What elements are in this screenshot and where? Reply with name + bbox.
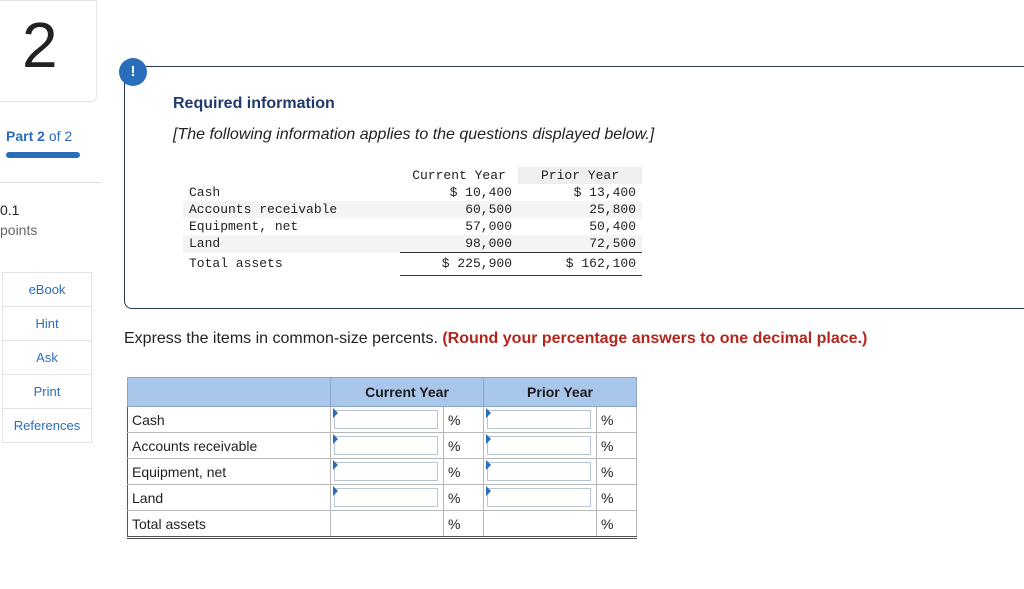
- instructions-text: Express the items in common-size percents.: [124, 330, 438, 347]
- points-value: 0.1: [0, 202, 20, 218]
- input-marker-icon: [333, 408, 338, 418]
- question-number-box: [0, 0, 97, 102]
- points-label: points: [0, 222, 38, 238]
- input-marker-icon: [486, 486, 491, 496]
- answer-total-label: Total assets: [128, 511, 331, 538]
- info-total-row: Total assets $ 225,900 $ 162,100: [183, 253, 642, 276]
- info-row: Cash $ 10,400 $ 13,400: [189, 185, 636, 200]
- part-label: Part: [6, 128, 34, 144]
- required-info-title: Required information: [173, 95, 335, 112]
- accounts-receivable-prior-input[interactable]: [487, 436, 591, 455]
- hint-button[interactable]: Hint: [2, 306, 92, 340]
- equipment-net-current-input[interactable]: [334, 462, 438, 481]
- input-marker-icon: [486, 434, 491, 444]
- sidebar-tools: [2, 272, 92, 443]
- answer-header-row: [128, 378, 637, 407]
- part-indicator: [6, 128, 72, 144]
- answer-row: Equipment, net % %: [128, 459, 637, 485]
- info-row: Equipment, net 57,000 50,400: [189, 219, 636, 234]
- cash-prior-input[interactable]: [487, 410, 591, 429]
- answer-row: Cash % %: [128, 407, 637, 433]
- accounts-receivable-current-input[interactable]: [334, 436, 438, 455]
- references-button[interactable]: References: [2, 408, 92, 443]
- input-marker-icon: [333, 434, 338, 444]
- answer-row-label: Accounts receivable: [128, 433, 331, 459]
- answer-header-current: Current Year: [331, 378, 484, 407]
- answer-row-label: Land: [128, 485, 331, 511]
- info-header-current: Current Year: [412, 168, 506, 183]
- info-row: Land 98,000 72,500: [183, 235, 642, 253]
- info-header-prior: Prior Year: [518, 167, 642, 184]
- answer-header-prior: Prior Year: [484, 378, 637, 407]
- question-number: 2: [22, 9, 58, 81]
- land-prior-input[interactable]: [487, 488, 591, 507]
- info-row: Accounts receivable 60,500 25,800: [183, 201, 642, 218]
- balance-info-table: [183, 167, 642, 276]
- input-marker-icon: [486, 460, 491, 470]
- print-button[interactable]: Print: [2, 374, 92, 408]
- part-of: of 2: [48, 128, 73, 144]
- part-progress-bar: [6, 152, 80, 158]
- equipment-net-prior-input[interactable]: [487, 462, 591, 481]
- required-info-subtitle: [The following information applies to the questions displayed below.]: [173, 126, 655, 143]
- part-number: 2: [37, 128, 45, 144]
- rail-divider: [0, 182, 102, 183]
- answer-table: [127, 377, 637, 539]
- ebook-button[interactable]: eBook: [2, 272, 92, 306]
- alert-icon: !: [119, 58, 147, 86]
- input-marker-icon: [486, 408, 491, 418]
- instructions: [124, 330, 867, 348]
- answer-row: Land % %: [128, 485, 637, 511]
- instructions-emphasis: (Round your percentage answers to one decimal place.): [442, 330, 868, 347]
- answer-row-label: Cash: [128, 407, 331, 433]
- ask-button[interactable]: Ask: [2, 340, 92, 374]
- input-marker-icon: [333, 460, 338, 470]
- input-marker-icon: [333, 486, 338, 496]
- info-header-row: [183, 167, 642, 184]
- answer-row: Accounts receivable % %: [128, 433, 637, 459]
- answer-total-row: Total assets % %: [128, 511, 637, 538]
- cash-current-input[interactable]: [334, 410, 438, 429]
- land-current-input[interactable]: [334, 488, 438, 507]
- answer-row-label: Equipment, net: [128, 459, 331, 485]
